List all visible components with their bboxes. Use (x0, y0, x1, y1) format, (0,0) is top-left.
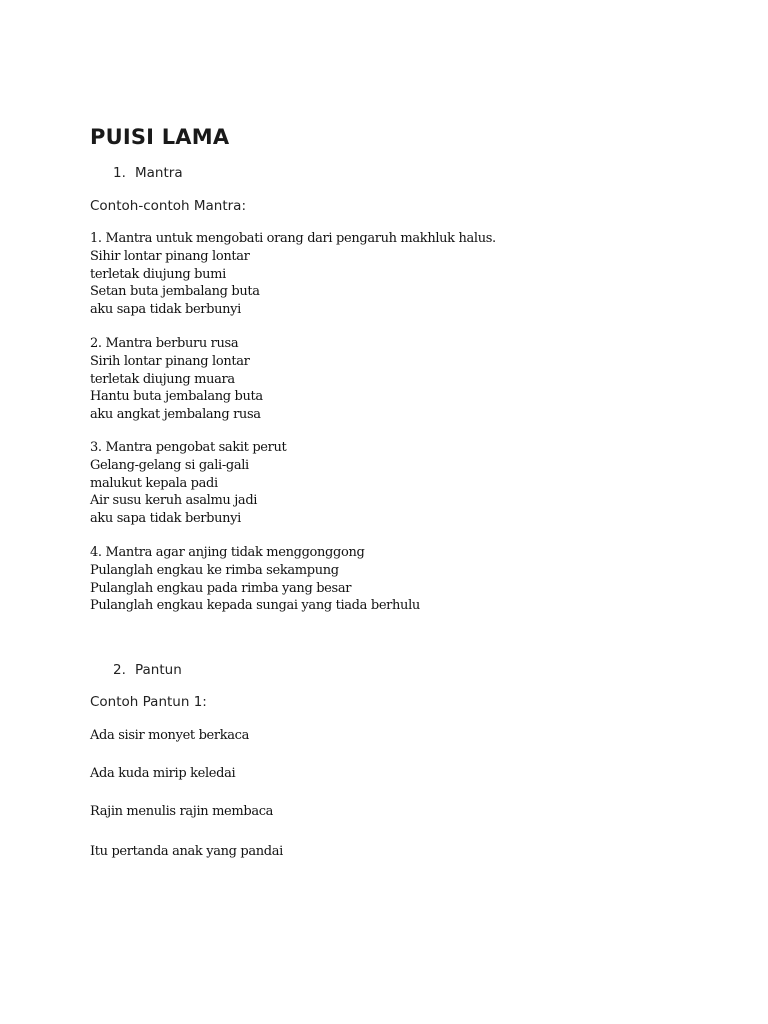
mantra-stanza-4 (90, 544, 420, 615)
stanza-line: Pulanglah engkau kepada sungai yang tiada berhulu (90, 598, 420, 614)
stanza-line: terletak diujung muara (90, 371, 235, 387)
stanza-line: Gelang-gelang si gali-gali (90, 457, 249, 473)
stanza-line: aku sapa tidak berbunyi (90, 511, 241, 527)
stanza-line: Sirih lontar pinang lontar (90, 353, 250, 369)
mantra-intro: Contoh-contoh Mantra: (90, 198, 247, 214)
stanza-line: terletak diujung bumi (90, 266, 226, 282)
list-label: Mantra (135, 165, 183, 181)
list-number: 2. (113, 662, 126, 678)
stanza-line: Setan buta jembalang buta (90, 284, 260, 300)
stanza-line: Sihir lontar pinang lontar (90, 248, 250, 264)
stanza-line: 1. Mantra untuk mengobati orang dari pengaruh makhluk halus. (90, 231, 496, 246)
list-label: Pantun (135, 662, 182, 678)
stanza-line: 2. Mantra berburu rusa (90, 336, 239, 351)
stanza-line: Pulanglah engkau ke rimba sekampung (90, 562, 339, 578)
stanza-line: Pulanglah engkau pada rimba yang besar (90, 580, 352, 596)
pantun-line: Ada kuda mirip keledai (90, 766, 236, 781)
stanza-line: aku sapa tidak berbunyi (90, 302, 241, 318)
pantun-line: Itu pertanda anak yang pandai (90, 844, 283, 859)
mantra-stanza-2 (90, 335, 263, 424)
mantra-stanza-3 (90, 439, 286, 528)
stanza-line: 4. Mantra agar anjing tidak menggonggong (90, 545, 365, 560)
stanza-line: malukut kepala padi (90, 475, 218, 491)
document-title: PUISI LAMA (90, 125, 230, 149)
stanza-line: 3. Mantra pengobat sakit perut (90, 440, 287, 455)
mantra-stanza-1 (90, 230, 496, 319)
stanza-line: Air susu keruh asalmu jadi (90, 493, 258, 509)
stanza-line: Hantu buta jembalang buta (90, 389, 263, 405)
stanza-line: aku angkat jembalang rusa (90, 407, 261, 423)
list-item-mantra (113, 164, 183, 182)
pantun-line: Rajin menulis rajin membaca (90, 804, 274, 819)
pantun-intro: Contoh Pantun 1: (90, 694, 207, 710)
list-item-pantun (113, 661, 182, 679)
list-number: 1. (113, 165, 126, 181)
pantun-line: Ada sisir monyet berkaca (90, 728, 250, 743)
